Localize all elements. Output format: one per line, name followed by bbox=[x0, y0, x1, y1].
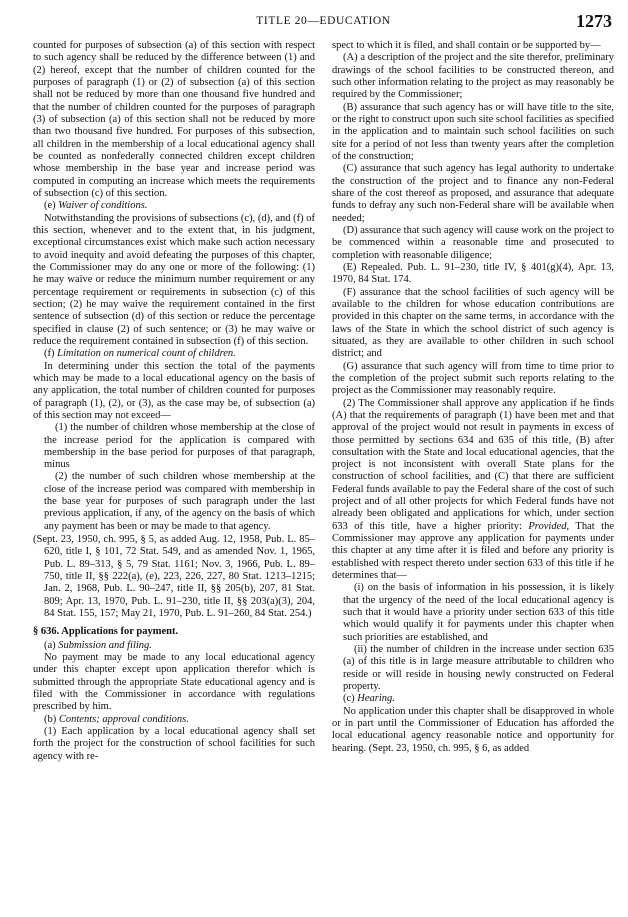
clause-c: (C) assurance that such agency has legal authority to undertake the construction of the project and to finance any non-Federal share of the cost thereof as proposed, and assurance that adequate funds to defray any such non-Federal share will be available when needed; bbox=[332, 163, 614, 224]
paragraph-continued-right: spect to which it is filed, and shall contain or be supported by— bbox=[332, 40, 601, 51]
subsection-c-title: Hearing. bbox=[357, 693, 395, 705]
clause-g: (G) assurance that such agency will from time to time prior to the completion of the project submit such reports relating to the project as the Commissioner may reasonably require. bbox=[332, 360, 614, 397]
subsection-c-heading bbox=[332, 693, 614, 705]
subsection-a-heading bbox=[33, 640, 315, 652]
subsection-c-text: No application under this chapter shall be disapproved in whole or in part until the Commissioner of Education has afforded the local educational agency reasonable notice and opportunity for hearing. (Sept. 23, 1950, ch. 995, § 6, as added bbox=[332, 705, 614, 754]
left-column bbox=[33, 40, 315, 763]
subsection-f-label: (f) bbox=[44, 348, 58, 360]
subsection-f-clause-2: (2) the number of such children whose membership at the close of the increase period was compared with membership in the base year for purposes of such paragraph under the last previous application, if any, of the agency on the basis of which any payment has been or may be made to that agency. bbox=[44, 471, 315, 532]
paragraph-2 bbox=[332, 398, 614, 583]
subsection-a-text: No payment may be made to any local educational agency under this chapter except upon application therefor which is submitted through the appropriate State educational agency and is filed with the Commissioner in accordance with regulations prescribed by him. bbox=[33, 652, 315, 713]
text-columns bbox=[33, 40, 614, 763]
subsection-c-label: (c) bbox=[343, 693, 358, 705]
paragraph-continued: counted for purposes of subsection (a) of this section with respect to such agency shall be reduced by the difference between (1) and (2) hereof, except that the number of children counted for the purposes of paragraph (1) or (2) of subsection (a) of this section shall not be reduced by more than one thousand five hundred and that the number of children counted for the purposes of paragraph (3) of subsection (a) of this section shall not be reduced by more than two thousand five hundred. For purposes of this subsection, all children in the membership of a local educational agency shall be counted as nonfederally connected children except children whose membership in the base year and increase period was computed in computing an increase which meets the requirements of subsection (c) of this section. bbox=[33, 40, 315, 199]
subsection-a-title: Submission and filing. bbox=[58, 639, 152, 651]
subsection-f-text: In determining under this section the total of the payments which may be made to a local educational agency on the basis of any application, the total number of children counted for purposes of paragraph (1), (2), or (3), as the case may be, of subsection (a) of this section may not exceed— bbox=[33, 360, 315, 421]
clause-i: (i) on the basis of information in his possession, it is likely that the urgency of the need of the local educational agency is such that it would have a priority under section 633 of this title which would qualify it for payments under this chapter when such priorities are established, and bbox=[343, 582, 614, 643]
subsection-f-heading bbox=[33, 348, 315, 360]
subsection-f-title: Limitation on numerical count of children. bbox=[57, 348, 236, 360]
running-head: TITLE 20—EDUCATION bbox=[256, 15, 391, 27]
clause-ii: (ii) the number of children in the increase under section 635 (a) of this title is in large measure attributable to children who reside or will reside in housing newly constructed on Federal property. bbox=[343, 644, 614, 693]
subsection-a-label: (a) bbox=[44, 639, 59, 651]
subsection-b-label: (b) bbox=[44, 713, 59, 725]
provided-term: Provided, bbox=[528, 520, 570, 532]
subsection-b-paragraph-1: (1) Each application by a local educational agency shall set forth the project for the construction of school facilities for such agency with re- bbox=[33, 726, 315, 762]
section-636-heading: § 636. Applications for payment. bbox=[33, 626, 179, 638]
page-header bbox=[33, 12, 614, 34]
clause-e: (E) Repealed. Pub. L. 91–230, title IV, § 401(g)(4), Apr. 13, 1970, 84 Stat. 174. bbox=[332, 261, 614, 286]
subsection-e-text: Notwithstanding the provisions of subsections (c), (d), and (f) of this section, whenever and to the extent that, in his judgment, exceptional circumstances exist which make such action necessary to avoid inequity and avoid defeating the purposes of this chapter, the Commissioner may do any one or more of the following: (1) he may waive or reduce the minimum number requirement or any percentage requirement or requirements in subsection (c) of this section; (2) he may waive the requirement contained in the first sentence of subsection (d) of this section or reduce the percentage specified in clause (2) of such sentence; or (3) he may waive or reduce the requirement contained in subsection (f) of this section. bbox=[33, 212, 315, 347]
subsection-e-title: Waiver of conditions. bbox=[58, 200, 148, 212]
source-credits: (Sept. 23, 1950, ch. 995, § 5, as added Aug. 12, 1958, Pub. L. 85–620, title I, § 101, 72 Stat. 549, and as amended Nov. 1, 1965, Pub. L. 89–313, § 5, 79 Stat. 1161; Nov. 3, 1966, Pub. L. 89–750, title II, §§ 222(a), (e), 223, 226, 227, 80 Stat. 1213–1215; Jan. 2, 1968, Pub. L. 90–247, title II, §§ 205(b), 207, 81 Stat. 809; Apr. 13, 1970, Pub. L. 91–230, title II, §§ 203(a)(3), 204, 84 Stat. 155, 157; May 21, 1970, Pub. L. 91–260, 84 Stat. 254.) bbox=[33, 534, 315, 620]
subsection-e-heading bbox=[33, 200, 315, 212]
clause-a: (A) a description of the project and the site therefor, preliminary drawings of the school facilities to be constructed thereon, and such other information relating to the project as may reasonably be required by the Commissioner; bbox=[332, 52, 614, 101]
subsection-e-label: (e) bbox=[44, 200, 59, 212]
subsection-b-title: Contents; approval conditions. bbox=[58, 713, 189, 725]
clause-d: (D) assurance that such agency will cause work on the project to be commenced within a reasonable time and prosecuted to completion with reasonable diligence; bbox=[332, 224, 614, 261]
clause-b: (B) assurance that such agency has or will have title to the site, or the right to construct upon such site school facilities as specified in the application and to maintain such school facilities on such site for a period of not less than twenty years after the completion of the construction; bbox=[332, 101, 614, 162]
right-column bbox=[332, 40, 614, 763]
page-number: 1273 bbox=[576, 11, 612, 31]
clause-f: (F) assurance that the school facilities of such agency will be available to the children for whose education contributions are provided in this chapter on the same terms, in accordance with the laws of the State in which the school district of such agency is situated, as they are available to other children in such school district; and bbox=[332, 286, 614, 360]
subsection-f-clause-1: (1) the number of children whose membership at the close of the increase period for the application is compared with membership in the base period for purposes of that paragraph, minus bbox=[44, 422, 315, 471]
subsection-b-heading bbox=[33, 714, 315, 726]
paragraph-2-text-end: That the Commissioner may approve any application for payments under this chapter at any time after it is filed and before any priority is established with respect thereto under section 633 of this title if he determines that— bbox=[332, 520, 614, 582]
paragraph-2-text-start: (2) The Commissioner shall approve any application if he finds (A) that the requirements of paragraph (1) have been met and that approval of the project would not result in payments in excess of those permitted by sections 634 and 635 of this title, (B) after consultation with the State and local educational agencies, that the project is not inconsistent with overall State plans for the construction of school facilities, and (C) that there are sufficient Federal funds available to pay the Federal share of the cost of such project and of all other projects for which Federal funds have not already been obligated and applications for which, under section 633 of this title, have a higher priority: bbox=[332, 397, 614, 532]
